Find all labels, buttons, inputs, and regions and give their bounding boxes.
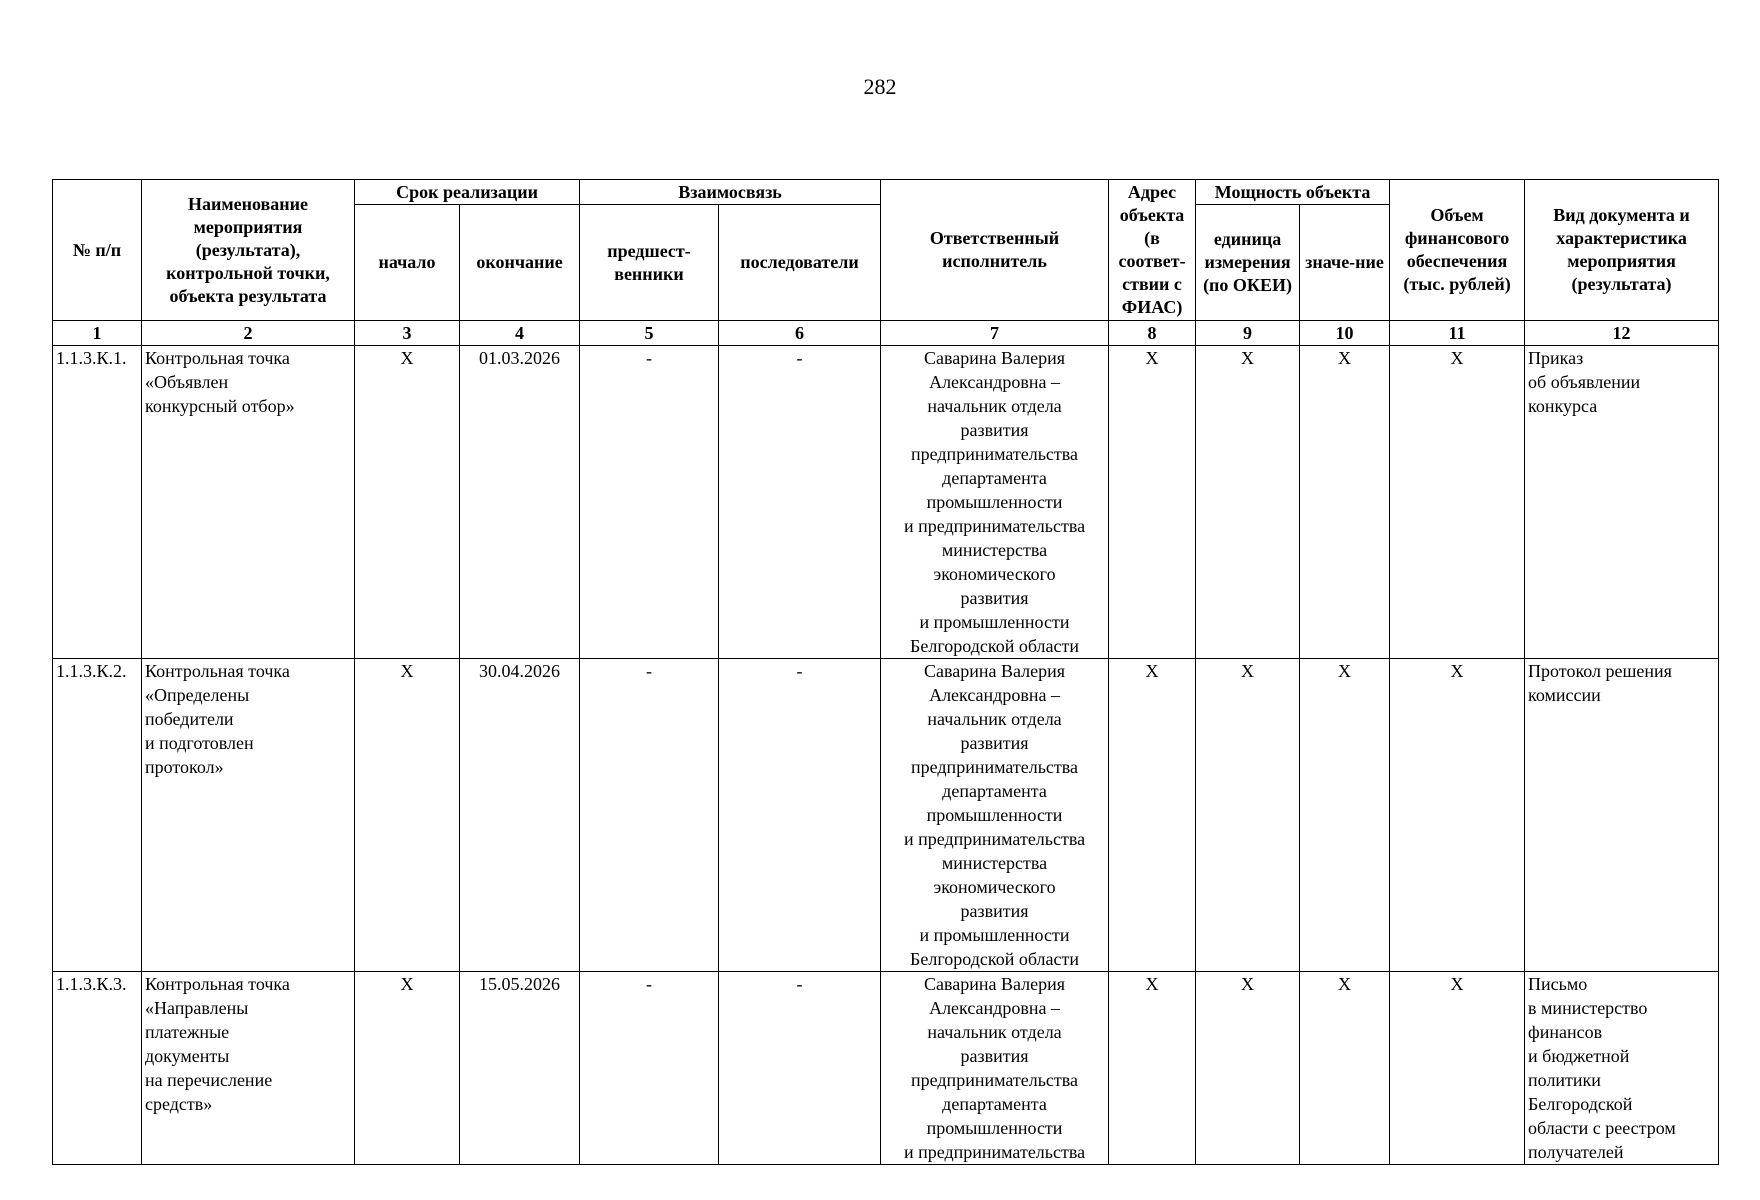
header-link-succ: последователи xyxy=(719,205,881,321)
row-start: X xyxy=(355,659,460,972)
cell-line: промышленности xyxy=(926,492,1063,512)
header-name: Наименование мероприятия (результата), контрольной точки, объекта результата xyxy=(142,180,355,321)
cell-line: Контрольная точка xyxy=(145,661,290,681)
row-end: 15.05.2026 xyxy=(460,972,580,1165)
table-row xyxy=(53,659,1719,972)
cell-line: получателей xyxy=(1528,1142,1624,1162)
row-unit: X xyxy=(1196,346,1300,659)
table-body xyxy=(53,346,1719,1165)
cell-line: конкурсный отбор» xyxy=(145,396,295,416)
column-number: 7 xyxy=(881,321,1109,346)
cell-line: и предпринимательства xyxy=(903,829,1086,849)
cell-line: средств» xyxy=(145,1094,213,1114)
row-doc xyxy=(1525,346,1719,659)
cell-line: в министерство xyxy=(1528,998,1648,1018)
row-value: X xyxy=(1300,659,1390,972)
row-succ: - xyxy=(719,346,881,659)
column-number: 2 xyxy=(142,321,355,346)
cell-line: и предпринимательства xyxy=(903,1142,1086,1162)
cell-line: предпринимательства xyxy=(911,444,1079,464)
cell-line: победители xyxy=(145,709,234,729)
row-unit: X xyxy=(1196,972,1300,1165)
cell-line: Александровна – xyxy=(929,372,1060,392)
cell-line: развития xyxy=(960,901,1029,921)
cell-line: Саварина Валерия xyxy=(924,661,1066,681)
column-number: 10 xyxy=(1300,321,1390,346)
row-doc xyxy=(1525,972,1719,1165)
row-finance: X xyxy=(1390,659,1525,972)
row-pred: - xyxy=(580,659,719,972)
cell-line: развития xyxy=(960,733,1029,753)
cell-line: промышленности xyxy=(926,805,1063,825)
column-number: 5 xyxy=(580,321,719,346)
cell-line: департамента xyxy=(942,1094,1047,1114)
row-finance: X xyxy=(1390,346,1525,659)
cell-line: Письмо xyxy=(1528,974,1588,994)
cell-line: министерства xyxy=(941,853,1048,873)
cell-line: предпринимательства xyxy=(911,1070,1079,1090)
column-number: 8 xyxy=(1109,321,1196,346)
header-address: Адрес объекта (в соответ-ствии с ФИАС) xyxy=(1109,180,1196,321)
cell-line: Протокол решения xyxy=(1528,661,1672,681)
row-value: X xyxy=(1300,972,1390,1165)
header-term-start: начало xyxy=(355,205,460,321)
header-link: Взаимосвязь xyxy=(580,180,881,205)
row-name xyxy=(142,346,355,659)
cell-line: политики xyxy=(1528,1070,1601,1090)
cell-line: министерства xyxy=(941,540,1048,560)
row-pred: - xyxy=(580,972,719,1165)
column-number: 11 xyxy=(1390,321,1525,346)
cell-line: комиссии xyxy=(1528,685,1601,705)
header-capacity: Мощность объекта xyxy=(1196,180,1390,205)
row-executor xyxy=(881,659,1109,972)
header-executor: Ответственный исполнитель xyxy=(881,180,1109,321)
cell-line: на перечисление xyxy=(145,1070,273,1090)
cell-line: и промышленности xyxy=(919,925,1070,945)
cell-line: Саварина Валерия xyxy=(924,974,1066,994)
row-name xyxy=(142,972,355,1165)
row-start: X xyxy=(355,972,460,1165)
row-code: 1.1.3.К.1. xyxy=(53,346,142,659)
cell-line: «Определены xyxy=(145,685,250,705)
header-term: Срок реализации xyxy=(355,180,580,205)
column-numbers-row xyxy=(53,321,1719,346)
cell-line: протокол» xyxy=(145,757,224,777)
column-number: 6 xyxy=(719,321,881,346)
header-num: № п/п xyxy=(53,180,142,321)
cell-line: начальник отдела xyxy=(927,1022,1062,1042)
row-value: X xyxy=(1300,346,1390,659)
row-address: X xyxy=(1109,659,1196,972)
row-executor xyxy=(881,972,1109,1165)
cell-line: промышленности xyxy=(926,1118,1063,1138)
cell-line: Белгородской области xyxy=(910,949,1080,969)
cell-line: экономического xyxy=(933,877,1056,897)
plan-table xyxy=(52,179,1719,1165)
cell-line: Контрольная точка xyxy=(145,348,290,368)
column-number: 3 xyxy=(355,321,460,346)
row-end: 01.03.2026 xyxy=(460,346,580,659)
row-start: X xyxy=(355,346,460,659)
row-pred: - xyxy=(580,346,719,659)
row-code: 1.1.3.К.2. xyxy=(53,659,142,972)
cell-line: предпринимательства xyxy=(911,757,1079,777)
header-doc: Вид документа и характеристика мероприятия (результата) xyxy=(1525,180,1719,321)
table-header xyxy=(53,180,1719,346)
cell-line: и бюджетной xyxy=(1528,1046,1630,1066)
cell-line: документы xyxy=(145,1046,230,1066)
cell-line: платежные xyxy=(145,1022,230,1042)
column-number: 1 xyxy=(53,321,142,346)
header-term-end: окончание xyxy=(460,205,580,321)
header-link-pred: предшест-венники xyxy=(580,205,719,321)
row-address: X xyxy=(1109,972,1196,1165)
cell-line: Александровна – xyxy=(929,998,1060,1018)
row-code: 1.1.3.К.3. xyxy=(53,972,142,1165)
table-row xyxy=(53,346,1719,659)
row-doc xyxy=(1525,659,1719,972)
cell-line: «Объявлен xyxy=(145,372,229,392)
cell-line: Белгородской области xyxy=(910,636,1080,656)
cell-line: начальник отдела xyxy=(927,709,1062,729)
cell-line: Александровна – xyxy=(929,685,1060,705)
cell-line: об объявлении xyxy=(1528,372,1641,392)
cell-line: и промышленности xyxy=(919,612,1070,632)
cell-line: начальник отдела xyxy=(927,396,1062,416)
cell-line: департамента xyxy=(942,468,1047,488)
table-row xyxy=(53,972,1719,1165)
row-succ: - xyxy=(719,972,881,1165)
row-unit: X xyxy=(1196,659,1300,972)
cell-line: департамента xyxy=(942,781,1047,801)
header-cap-value: значе-ние xyxy=(1300,205,1390,321)
cell-line: Белгородской xyxy=(1528,1094,1633,1114)
header-cap-unit: единица измерения (по ОКЕИ) xyxy=(1196,205,1300,321)
cell-line: Саварина Валерия xyxy=(924,348,1066,368)
row-succ: - xyxy=(719,659,881,972)
header-finance: Объем финансового обеспечения (тыс. рублей) xyxy=(1390,180,1525,321)
cell-line: области с реестром xyxy=(1528,1118,1676,1138)
column-number: 12 xyxy=(1525,321,1719,346)
cell-line: «Направлены xyxy=(145,998,249,1018)
cell-line: экономического xyxy=(933,564,1056,584)
row-end: 30.04.2026 xyxy=(460,659,580,972)
cell-line: Контрольная точка xyxy=(145,974,290,994)
cell-line: развития xyxy=(960,1046,1029,1066)
row-address: X xyxy=(1109,346,1196,659)
column-number: 4 xyxy=(460,321,580,346)
cell-line: Приказ xyxy=(1528,348,1584,368)
cell-line: и предпринимательства xyxy=(903,516,1086,536)
cell-line: финансов xyxy=(1528,1022,1603,1042)
cell-line: и подготовлен xyxy=(145,733,254,753)
cell-line: конкурса xyxy=(1528,396,1598,416)
row-name xyxy=(142,659,355,972)
row-finance: X xyxy=(1390,972,1525,1165)
cell-line: развития xyxy=(960,420,1029,440)
row-executor xyxy=(881,346,1109,659)
page-number: 282 xyxy=(863,74,897,99)
cell-line: развития xyxy=(960,588,1029,608)
column-number: 9 xyxy=(1196,321,1300,346)
